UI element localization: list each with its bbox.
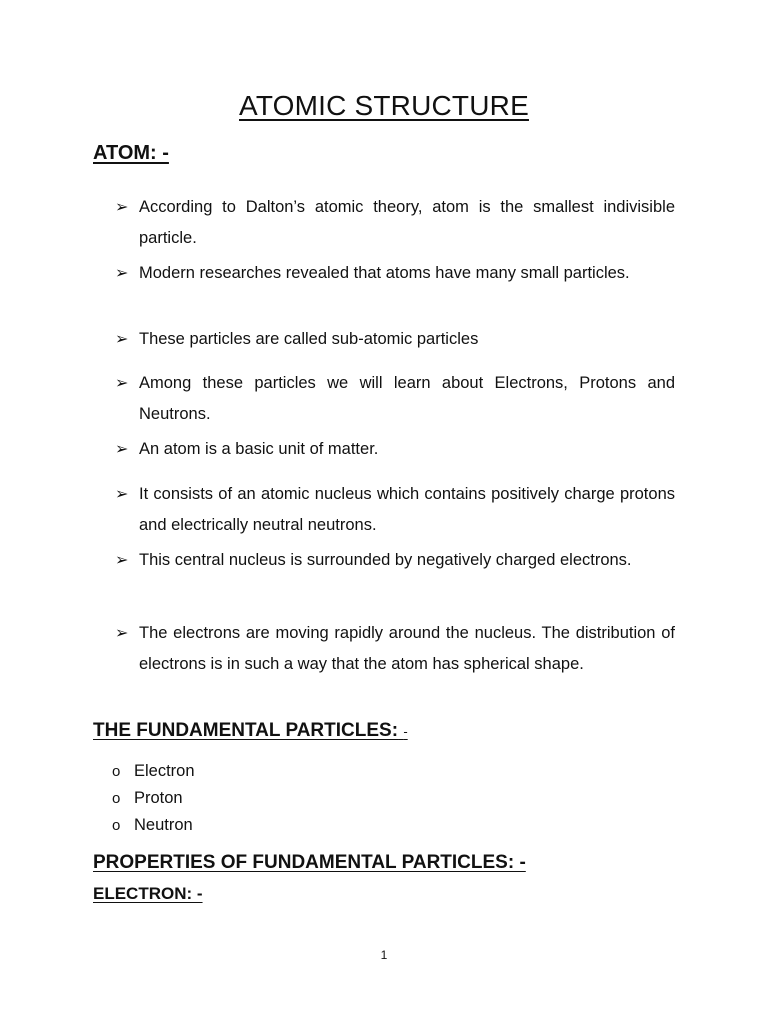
arrow-bullet-icon: ➢ <box>115 265 129 282</box>
arrow-bullet-icon: ➢ <box>115 331 129 348</box>
circle-bullet-icon: o <box>112 817 121 834</box>
document-title: ATOMIC STRUCTURE <box>239 90 529 121</box>
list-item-text: Neutron <box>134 816 193 834</box>
arrow-bullet-icon: ➢ <box>115 625 129 642</box>
list-item <box>112 758 195 785</box>
arrow-bullet-icon: ➢ <box>115 375 129 392</box>
bullet-text: According to Dalton’s atomic theory, atom is the smallest indivisible particle. <box>139 198 675 247</box>
bullet-text: It consists of an atomic nucleus which contains positively charge protons and electrically neutral neutrons. <box>139 485 675 534</box>
bullet-text: The electrons are moving rapidly around the nucleus. The distribution of electrons is in such a way that the atom has spherical shape. <box>139 624 675 673</box>
bullet-text: These particles are called sub-atomic particles <box>139 330 479 348</box>
bullet-item <box>115 479 675 541</box>
heading-suffix: - <box>403 724 408 739</box>
list-item <box>112 785 195 812</box>
bullet-item <box>115 324 675 355</box>
arrow-bullet-icon: ➢ <box>115 199 129 216</box>
section-heading-electron: ELECTRON: - <box>93 884 203 903</box>
arrow-bullet-icon: ➢ <box>115 552 129 569</box>
bullet-text: An atom is a basic unit of matter. <box>139 440 379 458</box>
section-heading-fundamental-particles <box>93 720 408 742</box>
bullet-item <box>115 192 675 254</box>
bullet-text: This central nucleus is surrounded by negatively charged electrons. <box>139 551 632 569</box>
fundamental-particles-list <box>112 758 195 839</box>
bullet-item <box>115 545 675 576</box>
circle-bullet-icon: o <box>112 763 121 780</box>
bullet-item <box>115 618 675 680</box>
heading-text: THE FUNDAMENTAL PARTICLES: <box>93 720 399 741</box>
page-number: 1 <box>380 948 388 962</box>
bullet-item <box>115 368 675 430</box>
list-item-text: Electron <box>134 762 195 780</box>
bullet-item <box>115 258 675 289</box>
bullet-text: Among these particles we will learn about Electrons, Protons and Neutrons. <box>139 374 675 423</box>
bullet-text: Modern researches revealed that atoms have many small particles. <box>139 264 630 282</box>
section-heading-properties: PROPERTIES OF FUNDAMENTAL PARTICLES: - <box>93 852 526 873</box>
bullet-item <box>115 434 675 465</box>
circle-bullet-icon: o <box>112 790 121 807</box>
list-item-text: Proton <box>134 789 183 807</box>
section-heading-atom: ATOM: - <box>93 142 169 164</box>
list-item <box>112 812 195 839</box>
arrow-bullet-icon: ➢ <box>115 441 129 458</box>
arrow-bullet-icon: ➢ <box>115 486 129 503</box>
